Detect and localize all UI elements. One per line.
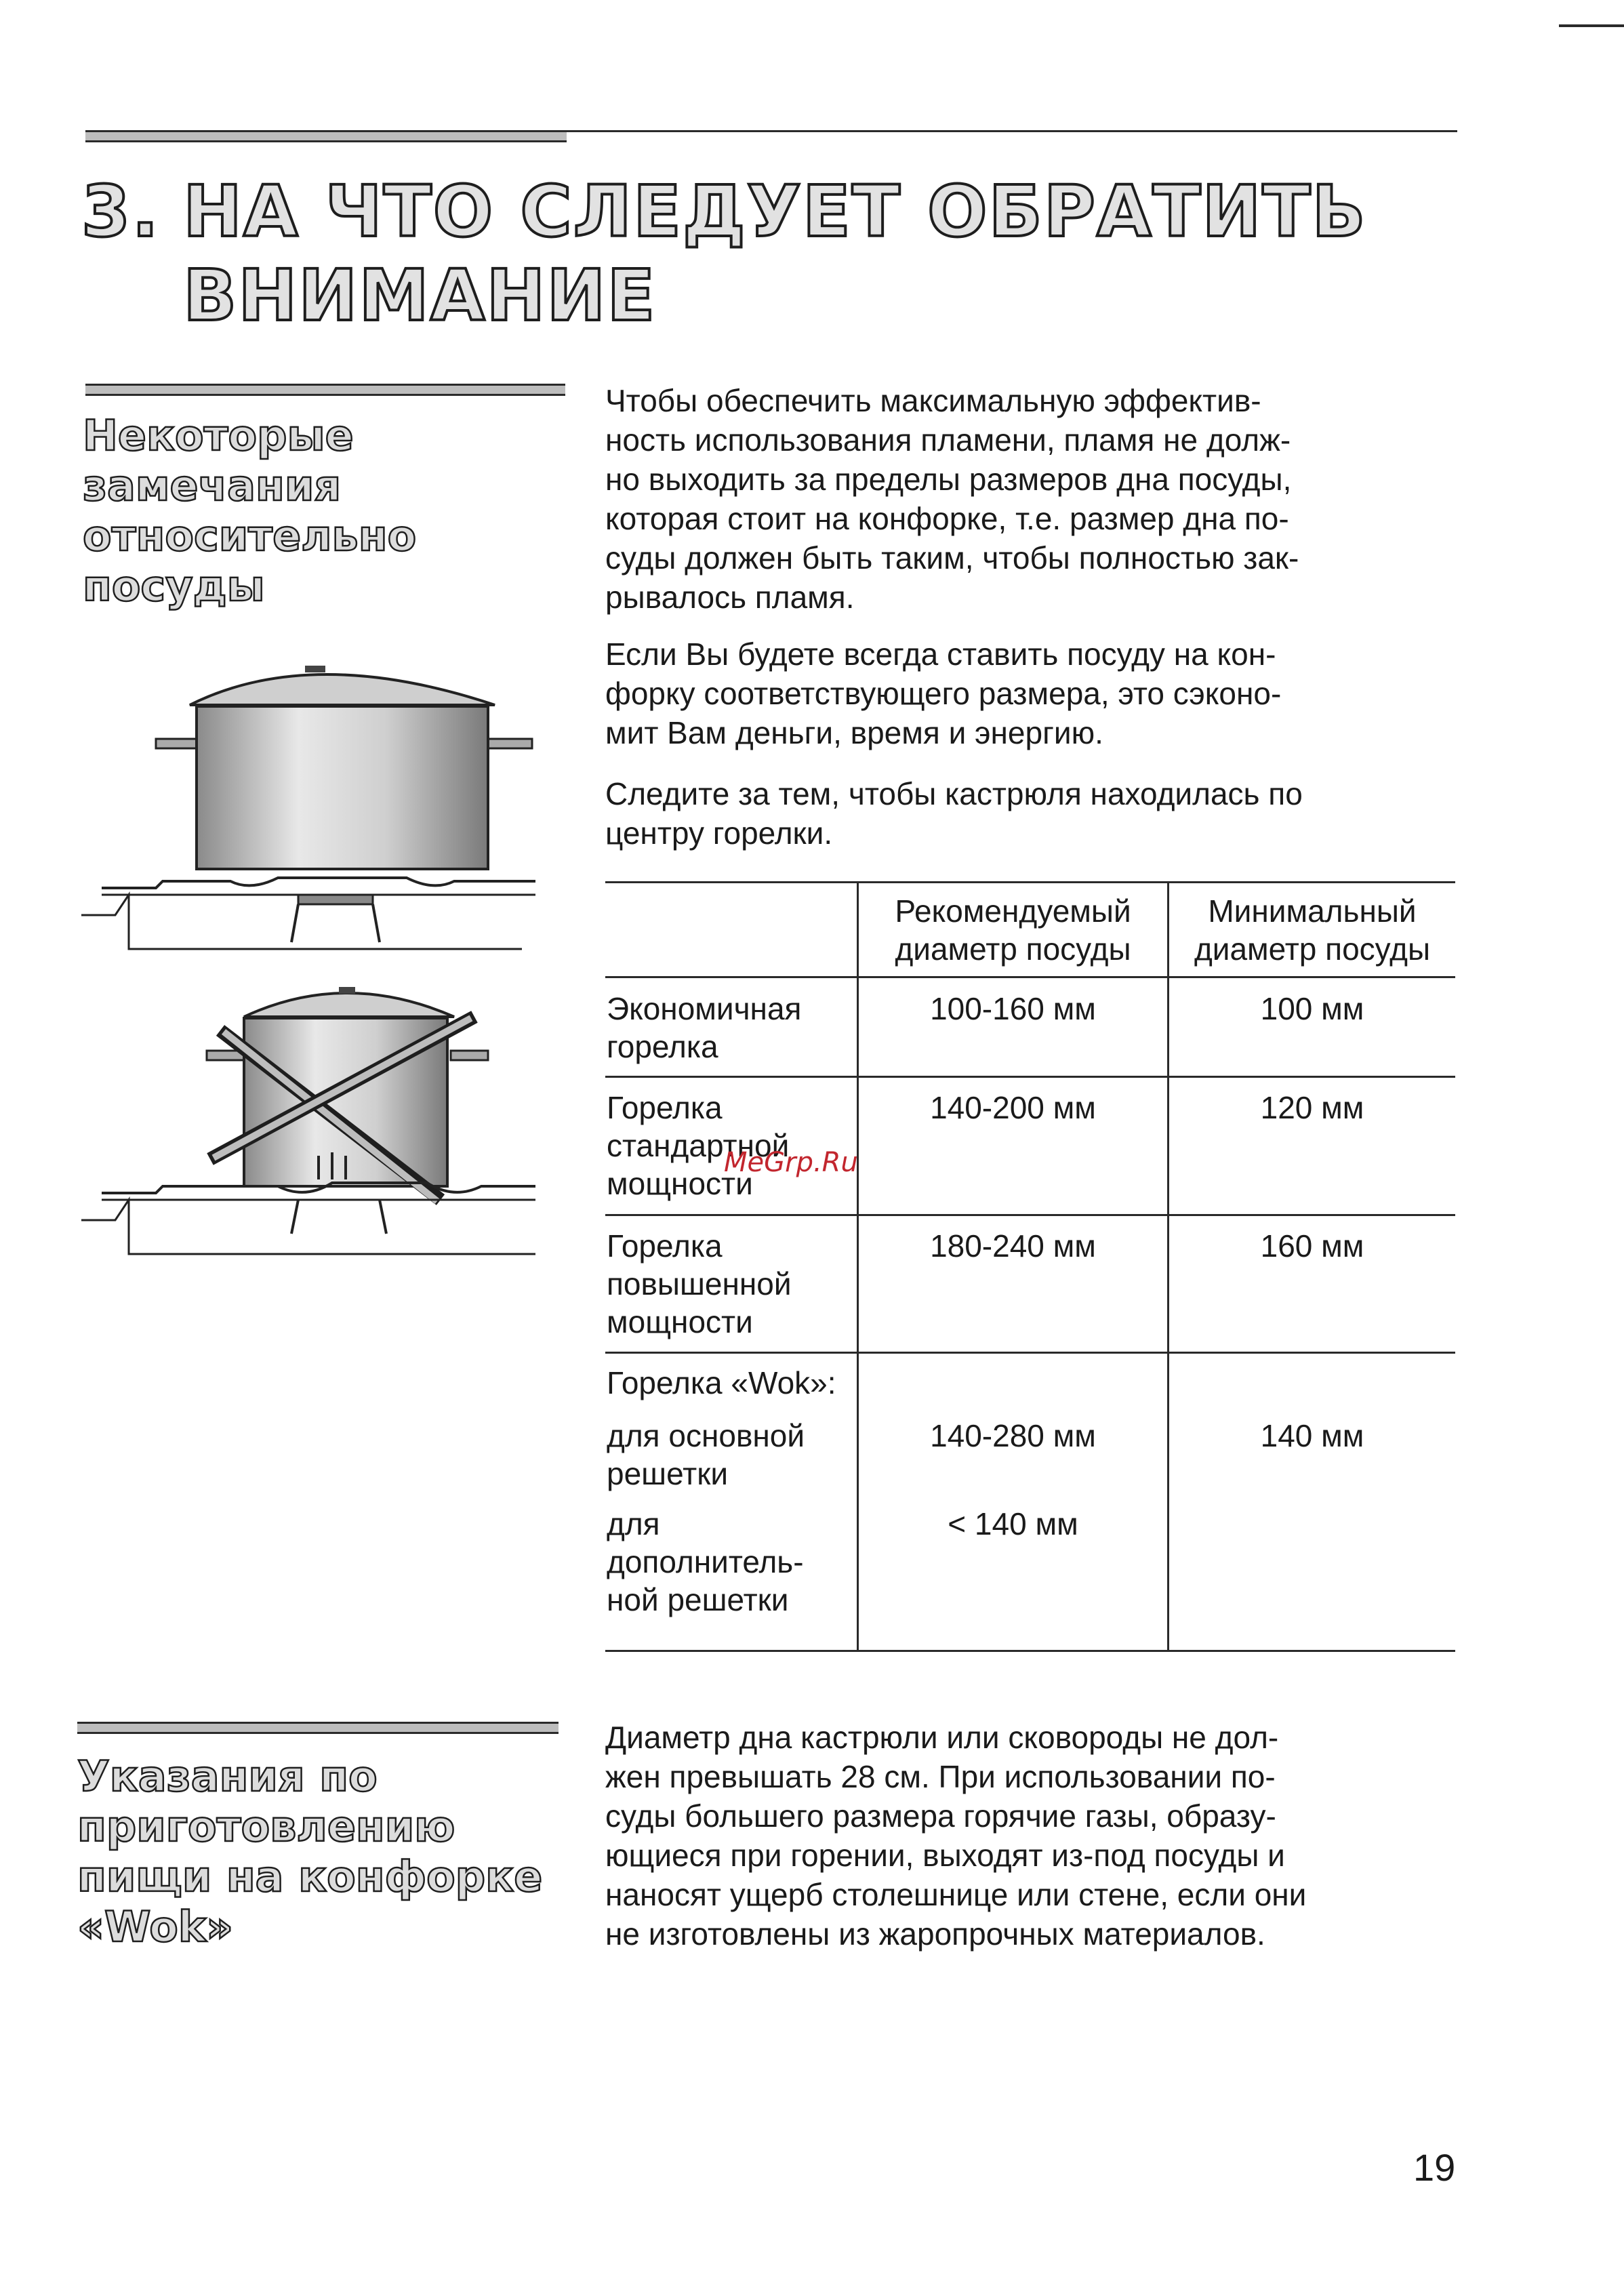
section2-heading-line: приготовлению (77, 1802, 455, 1851)
label-line: горелка (607, 1029, 718, 1064)
text-line: центру горелки. (605, 815, 833, 851)
text-line: Чтобы обеспечить максимальную эффектив- (605, 383, 1261, 418)
cookware-diameter-table (605, 881, 1455, 1652)
text-line: ность использования пламени, пламя не долж- (605, 422, 1291, 458)
page-number: 19 (1413, 2146, 1456, 2189)
table-header-minimum (1169, 892, 1455, 968)
header-line: Минимальный (1208, 893, 1417, 929)
table-rule (605, 881, 1455, 883)
label-line: дополнитель- (607, 1544, 804, 1579)
text-line: наносят ущерб столешнице или стене, если они (605, 1877, 1307, 1912)
label-line: ной решетки (607, 1582, 789, 1617)
header-line: диаметр посуды (895, 931, 1131, 967)
label-line: Горелка (607, 1228, 723, 1264)
section1-heading-line: Некоторые (83, 411, 354, 460)
table-cell-recommended: 100-160 мм (930, 991, 1096, 1026)
section1-paragraph-3 (605, 774, 1455, 853)
table-rule (605, 1214, 1455, 1216)
section2-heading-line: пищи на конфорке (77, 1852, 543, 1901)
table-row-label (607, 1417, 805, 1493)
table-cell-recommended: 140-200 мм (930, 1090, 1096, 1125)
table-cell-minimum: 160 мм (1260, 1228, 1364, 1264)
label-line: мощности (607, 1166, 753, 1201)
text-line: не изготовлены из жаропрочных материалов. (605, 1916, 1265, 1952)
table-rule (605, 1076, 1455, 1078)
section1-heading-line: относительно (83, 511, 417, 561)
table-cell-minimum: 120 мм (1260, 1090, 1364, 1125)
label-line: для (607, 1506, 660, 1541)
title-line-1: НА ЧТО СЛЕДУЕТ ОБРАТИТЬ (183, 170, 1367, 253)
label-line: Горелка (607, 1090, 723, 1125)
text-line: которая стоит на конфорке, т.е. размер дна по- (605, 501, 1289, 536)
text-line: Следите за тем, чтобы кастрюля находилась по (605, 776, 1303, 811)
section2-paragraph (605, 1718, 1455, 1954)
text-line: форку соответствующего размера, это сэконо- (605, 676, 1282, 711)
section1-paragraph-1 (605, 381, 1455, 617)
text-line: Если Вы будете всегда ставить посуду на кон- (605, 637, 1276, 672)
label-line: мощности (607, 1304, 753, 1339)
text-line: но выходить за пределы размеров дна посуды, (605, 462, 1292, 497)
text-line: мит Вам деньги, время и энергию. (605, 715, 1103, 750)
title-line-2: ВНИМАНИЕ (183, 254, 657, 337)
label-line: стандартной (607, 1128, 790, 1163)
label-line: для основной (607, 1418, 805, 1453)
section2-rule (77, 1722, 559, 1734)
text-line: суды должен быть таким, чтобы полностью зак- (605, 540, 1299, 575)
section1-rule (85, 384, 565, 396)
section2-heading-line: «Wok» (77, 1902, 234, 1952)
section1-heading-line: посуды (83, 561, 265, 611)
table-row-label-wok: Горелка «Wok»: (607, 1365, 836, 1400)
text-line: Диаметр дна кастрюли или сковороды не дол- (605, 1720, 1279, 1755)
header-line: диаметр посуды (1194, 931, 1431, 967)
table-rule (605, 1352, 1455, 1354)
header-line: Рекомендуемый (895, 893, 1131, 929)
top-rule-line (85, 130, 1457, 132)
table-row-label (607, 1089, 789, 1203)
watermark: MeGrp.Ru (724, 1147, 858, 1178)
table-cell-recommended: 180-240 мм (930, 1228, 1096, 1264)
table-cell-minimum: 140 мм (1260, 1418, 1364, 1453)
text-line: суды большего размера горячие газы, образу- (605, 1798, 1276, 1834)
table-row-label (607, 1227, 792, 1341)
table-cell-minimum: 100 мм (1260, 991, 1364, 1026)
label-line: повышенной (607, 1266, 792, 1301)
table-cell-recommended: 140-280 мм (930, 1418, 1096, 1453)
corner-mark (1559, 24, 1624, 27)
table-rule (605, 976, 1455, 978)
section2-heading-line: Указания по (77, 1752, 378, 1801)
section1-paragraph-2 (605, 634, 1455, 752)
section1-heading-line: замечания (83, 461, 342, 510)
table-row-label (607, 990, 801, 1066)
text-line: жен превышать 28 см. При использовании по- (605, 1759, 1276, 1794)
title-number: 3. (81, 170, 160, 253)
text-line: ющиеся при горении, выходят из-под посуды и (605, 1838, 1285, 1873)
correct-pot-illustration (75, 651, 549, 969)
incorrect-pot-illustration (75, 976, 549, 1261)
section1-heading (83, 411, 416, 611)
table-header-recommended (859, 892, 1167, 968)
label-line: решетки (607, 1456, 729, 1491)
table-rule (605, 1650, 1455, 1652)
text-line: рывалось пламя. (605, 580, 855, 615)
label-line: Экономичная (607, 991, 802, 1026)
table-row-label (607, 1505, 804, 1619)
table-cell-recommended: < 140 мм (948, 1506, 1078, 1541)
section2-heading (77, 1752, 542, 1952)
